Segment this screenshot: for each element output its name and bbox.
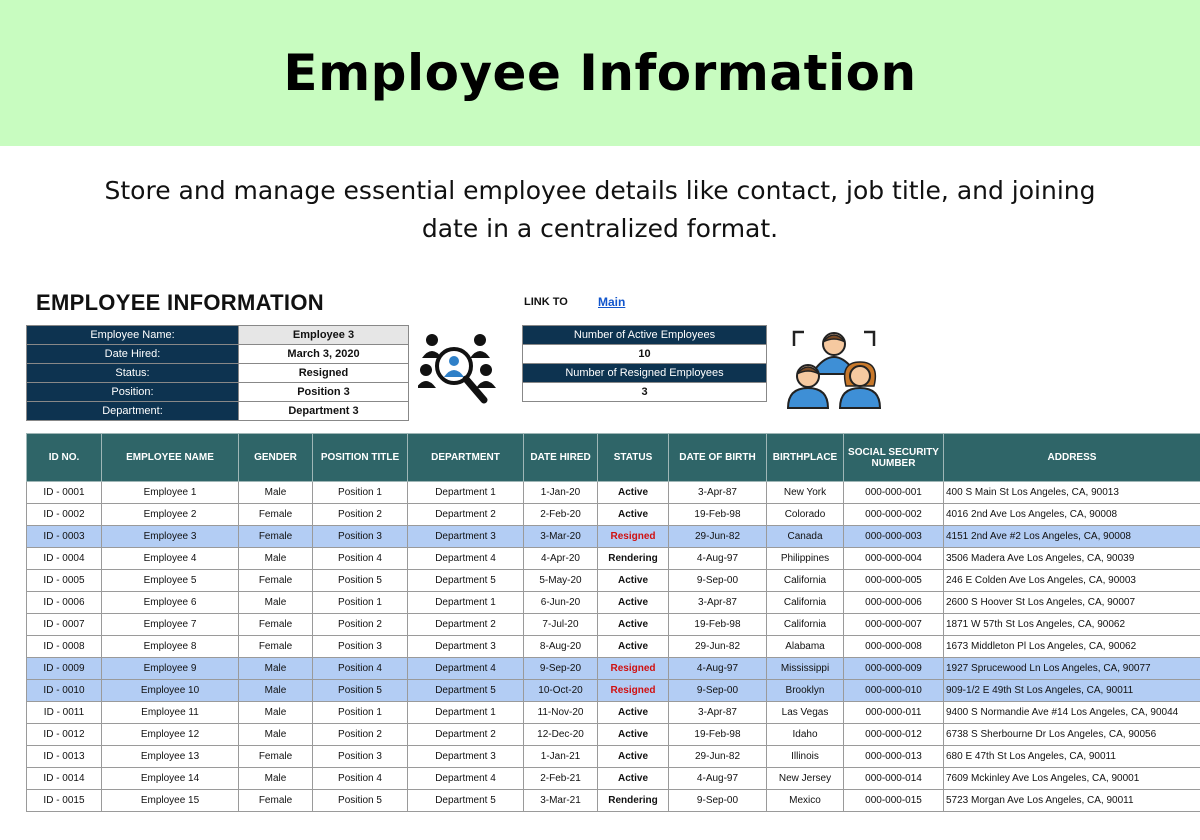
table-cell[interactable]: 000-000-007: [844, 614, 944, 636]
table-cell[interactable]: 000-000-005: [844, 570, 944, 592]
table-cell[interactable]: Employee 7: [102, 614, 239, 636]
table-row: [27, 504, 1200, 526]
table-cell[interactable]: 000-000-003: [844, 526, 944, 548]
table-row: [27, 746, 1200, 768]
table-cell[interactable]: 4-Aug-97: [669, 658, 767, 680]
table-cell[interactable]: New Jersey: [767, 768, 844, 790]
active-count-value: 10: [523, 345, 767, 364]
table-cell[interactable]: 6738 S Sherbourne Dr Los Angeles, CA, 90056: [944, 724, 1200, 746]
table-cell[interactable]: 5-May-20: [524, 570, 598, 592]
table-cell[interactable]: Department 2: [408, 504, 524, 526]
table-cell[interactable]: 5723 Morgan Ave Los Angeles, CA, 90011: [944, 790, 1200, 812]
table-cell[interactable]: Philippines: [767, 548, 844, 570]
table-cell[interactable]: Department 3: [408, 636, 524, 658]
column-header: DATE OF BIRTH: [669, 434, 767, 482]
table-cell[interactable]: Female: [239, 526, 313, 548]
sheet-title: EMPLOYEE INFORMATION: [36, 290, 324, 315]
table-cell[interactable]: Illinois: [767, 746, 844, 768]
table-cell[interactable]: California: [767, 570, 844, 592]
table-cell[interactable]: 000-000-008: [844, 636, 944, 658]
table-cell[interactable]: Employee 1: [102, 482, 239, 504]
active-count-label: Number of Active Employees: [523, 326, 767, 345]
table-cell[interactable]: Male: [239, 724, 313, 746]
column-header: ID NO.: [27, 434, 102, 482]
table-cell[interactable]: 1-Jan-20: [524, 482, 598, 504]
table-cell[interactable]: 1871 W 57th St Los Angeles, CA, 90062: [944, 614, 1200, 636]
table-cell[interactable]: ID - 0014: [27, 768, 102, 790]
table-cell[interactable]: 4-Apr-20: [524, 548, 598, 570]
table-cell[interactable]: Position 4: [313, 768, 408, 790]
column-header: GENDER: [239, 434, 313, 482]
table-cell[interactable]: Employee 10: [102, 680, 239, 702]
table-cell[interactable]: 246 E Colden Ave Los Angeles, CA, 90003: [944, 570, 1200, 592]
info-label: Status:: [27, 364, 239, 383]
table-cell[interactable]: Employee 11: [102, 702, 239, 724]
page-title: Employee Information: [283, 44, 917, 102]
table-cell[interactable]: Department 1: [408, 702, 524, 724]
table-cell[interactable]: Rendering: [598, 790, 669, 812]
table-cell[interactable]: California: [767, 592, 844, 614]
info-value[interactable]: Department 3: [239, 402, 409, 421]
table-cell[interactable]: Active: [598, 570, 669, 592]
table-cell[interactable]: 3-Apr-87: [669, 592, 767, 614]
table-cell[interactable]: 000-000-015: [844, 790, 944, 812]
column-header: DEPARTMENT: [408, 434, 524, 482]
table-cell[interactable]: Employee 2: [102, 504, 239, 526]
table-cell[interactable]: Position 3: [313, 526, 408, 548]
table-cell[interactable]: 4016 2nd Ave Los Angeles, CA, 90008: [944, 504, 1200, 526]
table-cell[interactable]: 19-Feb-98: [669, 724, 767, 746]
table-cell[interactable]: ID - 0011: [27, 702, 102, 724]
table-cell[interactable]: Active: [598, 746, 669, 768]
table-cell[interactable]: Male: [239, 658, 313, 680]
employee-search-icon: [418, 330, 498, 408]
table-cell[interactable]: ID - 0002: [27, 504, 102, 526]
table-cell[interactable]: 7609 Mckinley Ave Los Angeles, CA, 90001: [944, 768, 1200, 790]
table-cell[interactable]: Position 1: [313, 592, 408, 614]
table-cell[interactable]: 9-Sep-20: [524, 658, 598, 680]
table-cell[interactable]: Employee 3: [102, 526, 239, 548]
table-cell[interactable]: Female: [239, 636, 313, 658]
table-cell[interactable]: 4-Aug-97: [669, 548, 767, 570]
table-cell[interactable]: Position 5: [313, 790, 408, 812]
table-cell[interactable]: Male: [239, 768, 313, 790]
table-cell[interactable]: 909-1/2 E 49th St Los Angeles, CA, 90011: [944, 680, 1200, 702]
table-cell[interactable]: Male: [239, 702, 313, 724]
table-cell[interactable]: ID - 0008: [27, 636, 102, 658]
table-cell[interactable]: 000-000-013: [844, 746, 944, 768]
table-cell[interactable]: Employee 15: [102, 790, 239, 812]
table-cell[interactable]: Male: [239, 680, 313, 702]
table-row: [27, 790, 1200, 812]
table-cell[interactable]: California: [767, 614, 844, 636]
table-cell[interactable]: Rendering: [598, 548, 669, 570]
info-label: Date Hired:: [27, 345, 239, 364]
table-cell[interactable]: 2-Feb-21: [524, 768, 598, 790]
info-row: [27, 326, 409, 345]
table-cell[interactable]: Employee 14: [102, 768, 239, 790]
table-cell[interactable]: Active: [598, 482, 669, 504]
table-cell[interactable]: Active: [598, 636, 669, 658]
team-icon: [786, 324, 882, 410]
table-cell[interactable]: Department 2: [408, 724, 524, 746]
table-cell[interactable]: Position 2: [313, 724, 408, 746]
column-header: DATE HIRED: [524, 434, 598, 482]
table-cell[interactable]: ID - 0013: [27, 746, 102, 768]
info-row: [27, 345, 409, 364]
table-cell[interactable]: 1673 Middleton Pl Los Angeles, CA, 90062: [944, 636, 1200, 658]
column-header: SOCIAL SECURITY NUMBER: [844, 434, 944, 482]
table-cell[interactable]: Employee 5: [102, 570, 239, 592]
table-cell[interactable]: Female: [239, 570, 313, 592]
table-cell[interactable]: Department 4: [408, 768, 524, 790]
table-cell[interactable]: 12-Dec-20: [524, 724, 598, 746]
table-cell[interactable]: 000-000-010: [844, 680, 944, 702]
table-cell[interactable]: Position 5: [313, 680, 408, 702]
table-cell[interactable]: Position 2: [313, 614, 408, 636]
table-cell[interactable]: 3-Apr-87: [669, 702, 767, 724]
table-cell[interactable]: 1-Jan-21: [524, 746, 598, 768]
table-cell[interactable]: 19-Feb-98: [669, 504, 767, 526]
table-cell[interactable]: 11-Nov-20: [524, 702, 598, 724]
table-cell[interactable]: Department 3: [408, 746, 524, 768]
table-cell[interactable]: ID - 0005: [27, 570, 102, 592]
table-cell[interactable]: 9400 S Normandie Ave #14 Los Angeles, CA, 90044: [944, 702, 1200, 724]
table-cell[interactable]: Active: [598, 724, 669, 746]
table-cell[interactable]: Active: [598, 592, 669, 614]
table-cell[interactable]: Alabama: [767, 636, 844, 658]
info-label: Employee Name:: [27, 326, 239, 345]
table-cell[interactable]: ID - 0009: [27, 658, 102, 680]
table-cell[interactable]: Mexico: [767, 790, 844, 812]
table-cell[interactable]: Position 5: [313, 570, 408, 592]
info-value[interactable]: Resigned: [239, 364, 409, 383]
table-cell[interactable]: Resigned: [598, 680, 669, 702]
table-cell[interactable]: Department 4: [408, 658, 524, 680]
table-cell[interactable]: 000-000-004: [844, 548, 944, 570]
table-cell[interactable]: Department 5: [408, 790, 524, 812]
table-cell[interactable]: 000-000-014: [844, 768, 944, 790]
main-link[interactable]: Main: [598, 295, 626, 309]
table-cell[interactable]: Department 3: [408, 526, 524, 548]
table-cell[interactable]: Position 1: [313, 702, 408, 724]
employee-stats-table: [522, 325, 767, 402]
table-cell[interactable]: Female: [239, 614, 313, 636]
info-row: [27, 364, 409, 383]
table-cell[interactable]: Employee 6: [102, 592, 239, 614]
table-cell[interactable]: Position 3: [313, 746, 408, 768]
table-cell[interactable]: 000-000-006: [844, 592, 944, 614]
table-cell[interactable]: 8-Aug-20: [524, 636, 598, 658]
column-header: STATUS: [598, 434, 669, 482]
info-row: [27, 402, 409, 421]
table-cell[interactable]: Employee 9: [102, 658, 239, 680]
table-cell[interactable]: 400 S Main St Los Angeles, CA, 90013: [944, 482, 1200, 504]
table-row: [27, 636, 1200, 658]
table-cell[interactable]: ID - 0006: [27, 592, 102, 614]
table-cell[interactable]: Position 3: [313, 636, 408, 658]
info-row: [27, 383, 409, 402]
table-cell[interactable]: Department 1: [408, 592, 524, 614]
link-label: LINK TO: [524, 296, 568, 308]
table-cell[interactable]: 3-Apr-87: [669, 482, 767, 504]
info-value[interactable]: March 3, 2020: [239, 345, 409, 364]
table-row: [27, 724, 1200, 746]
table-cell[interactable]: 10-Oct-20: [524, 680, 598, 702]
table-row: [27, 592, 1200, 614]
page-subtitle: Store and manage essential employee details like contact, job title, and joining date in a centralized format.: [104, 176, 1096, 243]
table-cell[interactable]: Canada: [767, 526, 844, 548]
info-value[interactable]: Position 3: [239, 383, 409, 402]
column-header: POSITION TITLE: [313, 434, 408, 482]
resigned-count-label: Number of Resigned Employees: [523, 364, 767, 383]
table-cell[interactable]: Active: [598, 504, 669, 526]
table-cell[interactable]: ID - 0001: [27, 482, 102, 504]
table-cell[interactable]: Male: [239, 548, 313, 570]
employee-table: [26, 433, 1200, 812]
table-cell[interactable]: Mississippi: [767, 658, 844, 680]
title-banner: [0, 0, 1200, 146]
table-cell[interactable]: 7-Jul-20: [524, 614, 598, 636]
table-cell[interactable]: 29-Jun-82: [669, 636, 767, 658]
table-cell[interactable]: 3506 Madera Ave Los Angeles, CA, 90039: [944, 548, 1200, 570]
table-cell[interactable]: New York: [767, 482, 844, 504]
table-cell[interactable]: Position 4: [313, 658, 408, 680]
table-cell[interactable]: Department 5: [408, 570, 524, 592]
table-cell[interactable]: Active: [598, 702, 669, 724]
table-cell[interactable]: 4-Aug-97: [669, 768, 767, 790]
table-cell[interactable]: Las Vegas: [767, 702, 844, 724]
column-header: BIRTHPLACE: [767, 434, 844, 482]
table-cell[interactable]: 9-Sep-00: [669, 790, 767, 812]
table-cell[interactable]: Employee 8: [102, 636, 239, 658]
table-cell[interactable]: ID - 0010: [27, 680, 102, 702]
info-label: Department:: [27, 402, 239, 421]
column-header: ADDRESS: [944, 434, 1200, 482]
table-row: [27, 526, 1200, 548]
table-cell[interactable]: 4151 2nd Ave #2 Los Angeles, CA, 90008: [944, 526, 1200, 548]
table-cell[interactable]: Position 4: [313, 548, 408, 570]
table-cell[interactable]: Department 5: [408, 680, 524, 702]
table-cell[interactable]: Position 2: [313, 504, 408, 526]
table-cell[interactable]: Female: [239, 746, 313, 768]
table-cell[interactable]: Resigned: [598, 526, 669, 548]
employee-lookup-table: [26, 325, 409, 421]
table-cell[interactable]: 000-000-012: [844, 724, 944, 746]
table-row: [27, 570, 1200, 592]
table-cell[interactable]: ID - 0015: [27, 790, 102, 812]
info-label: Position:: [27, 383, 239, 402]
table-cell[interactable]: 6-Jun-20: [524, 592, 598, 614]
table-cell[interactable]: Male: [239, 482, 313, 504]
table-cell[interactable]: 000-000-002: [844, 504, 944, 526]
table-cell[interactable]: Female: [239, 790, 313, 812]
table-row: [27, 658, 1200, 680]
resigned-count-value: 3: [523, 383, 767, 402]
table-cell[interactable]: Resigned: [598, 658, 669, 680]
table-cell[interactable]: Brooklyn: [767, 680, 844, 702]
info-value[interactable]: Employee 3: [239, 326, 409, 345]
table-cell[interactable]: 29-Jun-82: [669, 746, 767, 768]
table-cell[interactable]: Employee 13: [102, 746, 239, 768]
table-cell[interactable]: 9-Sep-00: [669, 680, 767, 702]
table-cell[interactable]: 3-Mar-20: [524, 526, 598, 548]
table-cell[interactable]: ID - 0004: [27, 548, 102, 570]
table-cell[interactable]: Department 1: [408, 482, 524, 504]
table-cell[interactable]: 000-000-009: [844, 658, 944, 680]
table-cell[interactable]: Position 1: [313, 482, 408, 504]
table-cell[interactable]: Employee 12: [102, 724, 239, 746]
table-cell[interactable]: Idaho: [767, 724, 844, 746]
table-row: [27, 482, 1200, 504]
table-cell[interactable]: 29-Jun-82: [669, 526, 767, 548]
table-cell[interactable]: 2-Feb-20: [524, 504, 598, 526]
table-cell[interactable]: ID - 0007: [27, 614, 102, 636]
table-cell[interactable]: 680 E 47th St Los Angeles, CA, 90011: [944, 746, 1200, 768]
table-cell[interactable]: 3-Mar-21: [524, 790, 598, 812]
table-cell[interactable]: Department 2: [408, 614, 524, 636]
table-cell[interactable]: 19-Feb-98: [669, 614, 767, 636]
table-cell[interactable]: Colorado: [767, 504, 844, 526]
table-cell[interactable]: 000-000-011: [844, 702, 944, 724]
table-cell[interactable]: ID - 0003: [27, 526, 102, 548]
table-row: [27, 702, 1200, 724]
table-cell[interactable]: 1927 Sprucewood Ln Los Angeles, CA, 90077: [944, 658, 1200, 680]
table-cell[interactable]: ID - 0012: [27, 724, 102, 746]
table-cell[interactable]: 2600 S Hoover St Los Angeles, CA, 90007: [944, 592, 1200, 614]
table-row: [27, 768, 1200, 790]
table-cell[interactable]: Active: [598, 768, 669, 790]
column-header: EMPLOYEE NAME: [102, 434, 239, 482]
table-cell[interactable]: 000-000-001: [844, 482, 944, 504]
table-cell[interactable]: Department 4: [408, 548, 524, 570]
table-cell[interactable]: Female: [239, 504, 313, 526]
table-cell[interactable]: Active: [598, 614, 669, 636]
table-cell[interactable]: 9-Sep-00: [669, 570, 767, 592]
table-cell[interactable]: Employee 4: [102, 548, 239, 570]
table-row: [27, 680, 1200, 702]
table-row: [27, 548, 1200, 570]
table-row: [27, 614, 1200, 636]
table-cell[interactable]: Male: [239, 592, 313, 614]
